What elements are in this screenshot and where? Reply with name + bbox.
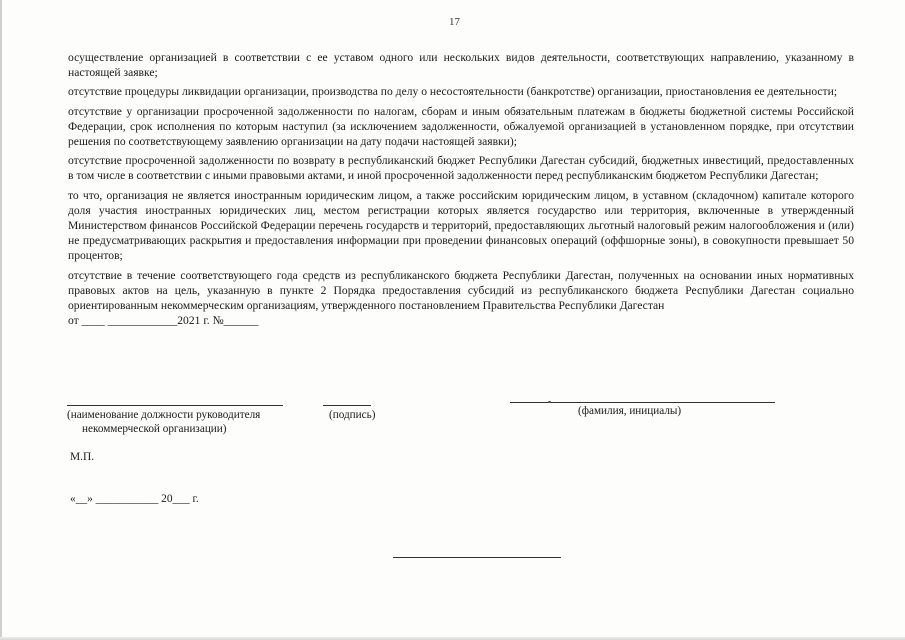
position-signature-line — [67, 405, 283, 406]
signature-caption: (подпись) — [329, 409, 376, 421]
stamp-label: М.П. — [70, 451, 95, 463]
position-caption — [67, 408, 260, 436]
date-line: «__» ___________ 20___ г. — [70, 493, 199, 505]
scan-edge-left — [0, 0, 2, 640]
scan-speck — [548, 401, 551, 403]
condition-paragraph: отсутствие у организации просроченной задолженности по налогам, сборам и иным обязательным платежам в бюджеты бюджетной системы Российской Федерации, срок исполнения по которым наступил (за исключением задолженности, обжалуемой организацией в установленном порядке, при отсутствии решения по соответствующему заявлению организации на дату подачи настоящей заявки); — [68, 104, 854, 149]
position-caption-line1: (наименование должности руководителя — [67, 409, 261, 421]
condition-paragraph: отсутствие в течение соответствующего года средств из республиканского бюджета Республики Дагестан, полученных на основании иных нормативных правовых актов на цель, указанную в пункте 2 Порядка предоставления субсидий из республиканского бюджета Республики Дагестан социально ориентированным некоммерческим организациям, утвержденного постановлением Правительства Республики Дагестан — [68, 268, 854, 313]
condition-paragraph: то что, организация не является иностранным юридическим лицом, а также российским юридическим лицом, в уставном (складочном) капитале которого доля участия иностранных юридических лиц, местом регистрации которых является государство или территория, включенные в утвержденный Министерством финансов Российской Федерации перечень государств и территорий, предоставляющих льготный налоговый режим налогообложения и (или) не предусматривающих раскрытия и предоставления информации при проведении финансовых операций (оффшорные зоны), в совокупности превышает 50 процентов; — [68, 188, 854, 263]
condition-paragraph: отсутствие процедуры ликвидации организации, производства по делу о несостоятельности (банкротстве) организации, приостановления ее деятельности; — [68, 85, 838, 99]
conditions-list — [68, 50, 854, 328]
condition-paragraph: отсутствие просроченной задолженности по возврату в республиканский бюджет Республики Дагестан субсидий, бюджетных инвестиций, предоставленных в том числе в соответствии с иными правовыми актами, и иной просроченной задолженности перед республиканским бюджетом Республики Дагестан; — [68, 154, 854, 183]
decree-reference-line: от ____ ____________2021 г. №______ — [68, 314, 259, 328]
condition-paragraph: осуществление организацией в соответствии с ее уставом одного или нескольких видов деятельности, соответствующих направлению, указанному в настоящей заявке; — [68, 51, 854, 80]
signature-line — [323, 405, 371, 406]
name-caption: (фамилия, инициалы) — [578, 405, 682, 417]
bottom-rule — [393, 557, 561, 558]
page-number: 17 — [449, 16, 460, 28]
position-caption-line2: некоммерческой организации) — [82, 423, 227, 435]
